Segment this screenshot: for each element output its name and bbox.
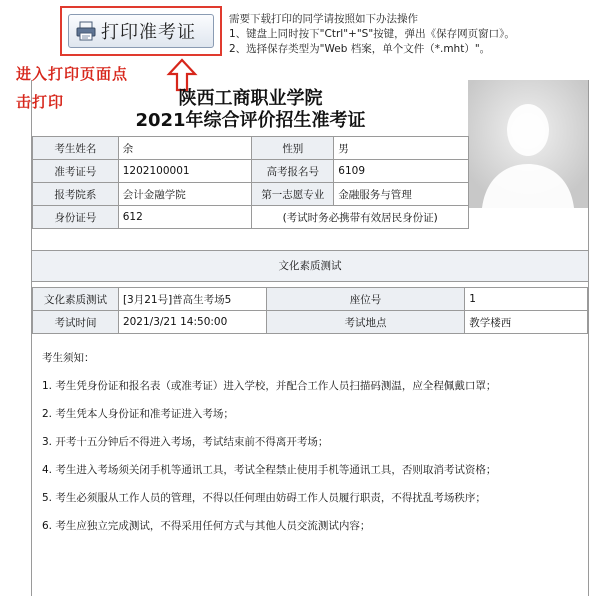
avatar-placeholder-icon: [468, 80, 588, 208]
id-number-value: 612: [118, 206, 252, 229]
ticket-heading: 2021年综合评价招生准考证: [135, 110, 366, 131]
section-title: 文化素质测试: [32, 250, 588, 282]
table-row: [33, 311, 588, 334]
print-button-label: 打印准考证: [101, 22, 196, 43]
printer-icon: [75, 20, 97, 42]
instruction-line: 1、键盘上同时按下"Ctrl"+"S"按键，弹出《保存网页窗口》。: [229, 28, 515, 40]
list-item: 6. 考生应独立完成测试，不得采用任何方式与其他人员交流测试内容；: [42, 520, 371, 532]
school-name: 陕西工商职业学院: [178, 88, 323, 109]
list-item: 1. 考生凭身份证和报名表（或准考证）进入学校，并配合工作人员扫描码测温，应全程佩戴口罩；: [42, 380, 497, 392]
college-label: 报考院系: [33, 183, 119, 206]
table-row: [33, 160, 469, 183]
list-item: 5. 考生必须服从工作人员的管理，不得以任何理由妨碍工作人员履行职责，不得扰乱考场秩序；: [42, 492, 486, 504]
instruction-line: 2、选择保存类型为"Web 档案，单个文件（*.mht）"。: [229, 43, 491, 55]
list-item: 2. 考生凭本人身份证和准考证进入考场；: [42, 408, 234, 420]
gender-label: 性别: [252, 137, 334, 160]
major-label: 第一志愿专业: [252, 183, 334, 206]
table-row: [33, 137, 469, 160]
exam-place-value: 教学楼西: [465, 311, 588, 334]
table-row: [33, 288, 588, 311]
candidate-notes: [42, 350, 578, 545]
id-number-label: 身份证号: [33, 206, 119, 229]
table-row: [33, 183, 469, 206]
table-row: [33, 206, 469, 229]
gender-value: 男: [334, 137, 469, 160]
college-value: 会计金融学院: [118, 183, 252, 206]
major-value: 金融服务与管理: [334, 183, 469, 206]
ticket-title: [32, 88, 469, 132]
test-label: 文化素质测试: [33, 288, 119, 311]
ticket-number-label: 准考证号: [33, 160, 119, 183]
admission-ticket: [31, 80, 589, 596]
name-value: 余: [118, 137, 252, 160]
print-button[interactable]: [68, 14, 214, 48]
seat-value: 1: [465, 288, 588, 311]
list-item: 3. 开考十五分钟后不得进入考场，考试结束前不得离开考场；: [42, 436, 329, 448]
instruction-line: 需要下载打印的同学请按照如下办法操作: [229, 13, 418, 25]
seat-label: 座位号: [266, 288, 464, 311]
id-card-note: (考试时务必携带有效居民身份证): [252, 206, 469, 229]
hint-line: 进入打印页面点: [16, 65, 129, 83]
candidate-info-table: [32, 136, 469, 229]
notes-heading: 考生须知：: [42, 352, 95, 364]
exam-registration-label: 高考报名号: [252, 160, 334, 183]
candidate-photo: [468, 80, 588, 208]
exam-place-label: 考试地点: [266, 311, 464, 334]
exam-time-value: 2021/3/21 14:50:00: [118, 311, 266, 334]
exam-info-table: [32, 287, 588, 334]
hint-line: 击打印: [16, 93, 65, 111]
test-value: [3月21号]普高生考场5: [118, 288, 266, 311]
save-instructions: [229, 12, 515, 57]
ticket-number-value: 1202100001: [118, 160, 252, 183]
exam-time-label: 考试时间: [33, 311, 119, 334]
exam-registration-value: 6109: [334, 160, 469, 183]
list-item: 4. 考生进入考场须关闭手机等通讯工具，考试全程禁止使用手机等通讯工具，否则取消考试资格；: [42, 464, 497, 476]
name-label: 考生姓名: [33, 137, 119, 160]
